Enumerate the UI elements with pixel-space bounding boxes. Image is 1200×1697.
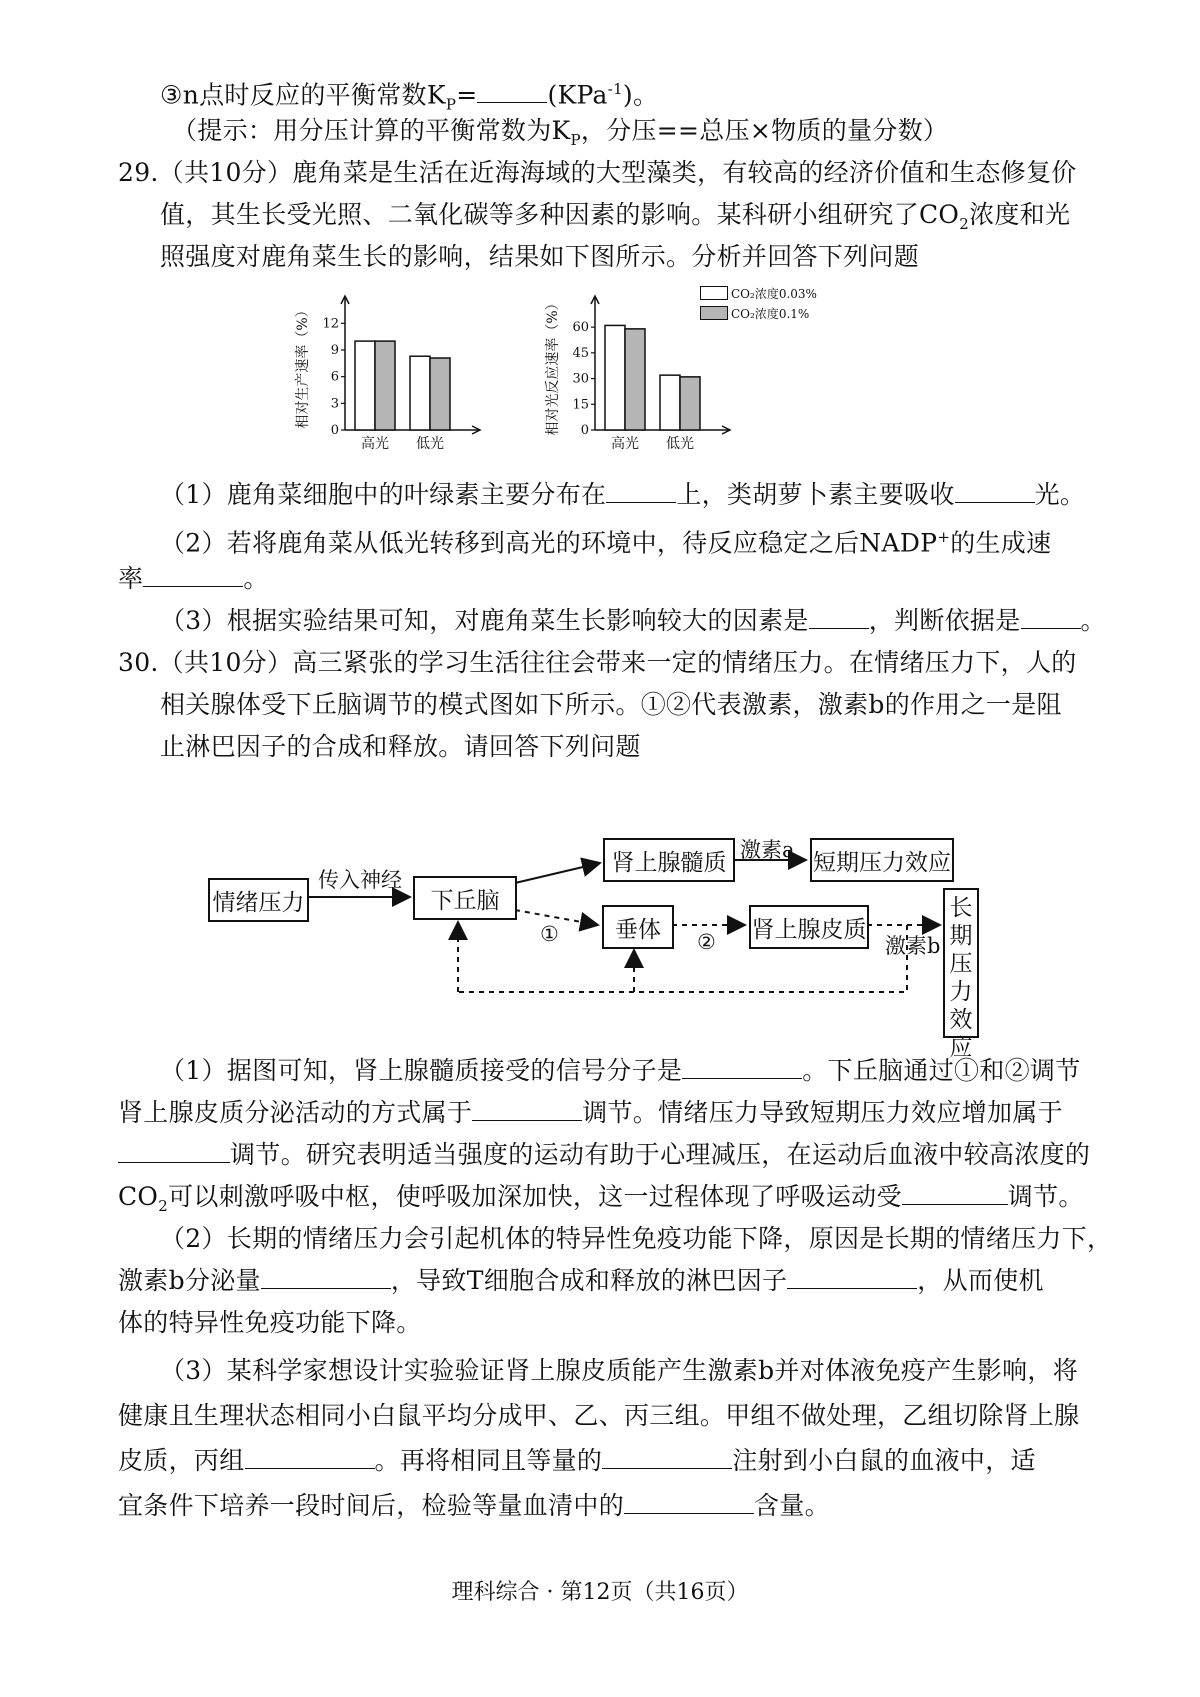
y-tick-label: 15	[572, 397, 589, 413]
y-tick-label: 60	[572, 320, 589, 336]
q29-sub1: （1）鹿角菜细胞中的叶绿素主要分布在 上，类胡萝卜素主要吸收 光。	[160, 480, 1086, 509]
q30-stem-line2: 相关腺体受下丘脑调节的模式图如下所示。①②代表激素，激素b的作用之一是阻	[160, 690, 1062, 719]
q29-stem-line3: 照强度对鹿角菜生长的影响，结果如下图所示。分析并回答下列问题	[160, 242, 920, 271]
q29-stem-line1: 29.（共10分）鹿角菜是生活在近海海域的大型藻类，有较高的经济价值和生态修复价	[118, 158, 1077, 187]
y-tick-label: 0	[330, 423, 339, 438]
q30-sub2-line3: 体的特异性免疫功能下降。	[118, 1308, 422, 1337]
answer-blank[interactable]	[902, 1182, 1008, 1205]
x-tick-label: 低光	[416, 436, 444, 452]
label-afferent-nerve: 传入神经	[318, 868, 402, 892]
q30-sub3-line4: 宜条件下培养一段时间后，检验等量血清中的 含量。	[118, 1491, 830, 1520]
q29-sub2-line2: 率 。	[118, 564, 269, 593]
question-number: 29.	[118, 158, 159, 187]
label-hormone-2: ②	[697, 930, 716, 954]
y-axis-label: 相对光反应速率（%）	[545, 296, 561, 436]
answer-blank[interactable]	[624, 1491, 754, 1514]
q30-sub1-line3: 调节。研究表明适当强度的运动有助于心理减压，在运动后血液中较高浓度的	[118, 1138, 1090, 1172]
q30-sub1-line2: 肾上腺皮质分泌活动的方式属于 调节。情绪压力导致短期压力效应增加属于	[118, 1098, 1063, 1127]
node-short-term-effect: 短期压力效应	[810, 838, 954, 882]
q30-sub2-line1: （2）长期的情绪压力会引起机体的特异性免疫功能下降，原因是长期的情绪压力下，	[160, 1224, 1113, 1253]
y-tick-label: 45	[572, 345, 589, 361]
x-tick-label: 低光	[666, 436, 694, 452]
q29-sub3: （3）根据实验结果可知，对鹿角菜生长影响较大的因素是 ，判断依据是 。	[160, 606, 1106, 635]
q30-sub1-line1: （1）据图可知，肾上腺髓质接受的信号分子是 。下丘脑通过①和②调节	[160, 1056, 1081, 1085]
q30-stem-line1: 30.（共10分）高三紧张的学习生活往往会带来一定的情绪压力。在情绪压力下，人的	[118, 648, 1077, 677]
y-tick-label: 3	[330, 396, 339, 412]
q30-sub3-line1: （3）某科学家想设计实验验证肾上腺皮质能产生激素b并对体液免疫产生影响，将	[160, 1356, 1079, 1385]
label-hormone-a: 激素a	[740, 838, 795, 862]
node-hypothalamus: 下丘脑	[413, 876, 517, 920]
answer-blank[interactable]	[682, 1056, 802, 1079]
label-hormone-b: 激素b	[885, 934, 941, 958]
node-adrenal-cortex: 肾上腺皮质	[749, 905, 869, 949]
q29-stem-line2: 值，其生长受光照、二氧化碳等多种因素的影响。某科研小组研究了$CO_2$浓度和光	[160, 200, 1071, 233]
answer-blank[interactable]	[602, 1446, 732, 1469]
legend-item-low-co2: CO₂浓度0.03%	[700, 283, 817, 303]
node-adrenal-medulla: 肾上腺髓质	[603, 838, 735, 882]
q30-sub2-line2: 激素b分泌量 ，导致T细胞合成和释放的淋巴因子 ，从而使机	[118, 1266, 1044, 1295]
y-tick-label: 12	[322, 316, 339, 332]
question-number: 30.	[118, 648, 159, 677]
y-tick-label: 30	[572, 371, 589, 387]
answer-blank[interactable]	[245, 1446, 375, 1469]
q28-hint: （提示：用分压计算的平衡常数为$K_P$，分压==总压×物质的量分数）	[172, 116, 949, 149]
answer-blank[interactable]	[787, 1266, 917, 1289]
q30-sub1-line4: $CO_2$可以刺激呼吸中枢，使呼吸加深加快，这一过程体现了呼吸运动受 调节。	[118, 1182, 1084, 1215]
y-tick-label: 0	[580, 423, 589, 438]
answer-blank[interactable]	[472, 1098, 582, 1121]
q30-sub3-line2: 健康且生理状态相同小白鼠平均分成甲、乙、丙三组。甲组不做处理，乙组切除肾上腺	[118, 1401, 1080, 1430]
y-tick-label: 9	[330, 343, 339, 358]
y-axis-label: 相对生产速率（%）	[295, 303, 311, 429]
q30-stem-line3: 止淋巴因子的合成和释放。请回答下列问题	[160, 732, 641, 761]
node-emotion-stress: 情绪压力	[208, 878, 309, 922]
q30-sub3-line3: 皮质，丙组 。再将相同且等量的 注射到小白鼠的血液中，适	[118, 1446, 1036, 1475]
x-tick-label: 高光	[361, 436, 389, 452]
answer-blank[interactable]	[261, 1266, 391, 1289]
label-hormone-1: ①	[540, 922, 559, 946]
node-pituitary: 垂体	[602, 905, 674, 949]
x-tick-label: 高光	[611, 436, 639, 452]
q28-part3-line: ③n点时反应的平衡常数$K_P= (KPa^{-1})$。	[160, 80, 659, 114]
page-footer: 理科综合 · 第12页（共16页）	[451, 1580, 749, 1605]
y-tick-label: 6	[330, 369, 339, 385]
legend-item-high-co2: CO₂浓度0.1%	[700, 303, 817, 323]
node-long-term-effect: 长期压力效应	[943, 888, 979, 1038]
answer-blank[interactable]	[118, 1140, 230, 1163]
q29-sub2-line1: （2）若将鹿角菜从低光转移到高光的环境中，待反应稳定之后NADP+的生成速	[160, 528, 1052, 558]
